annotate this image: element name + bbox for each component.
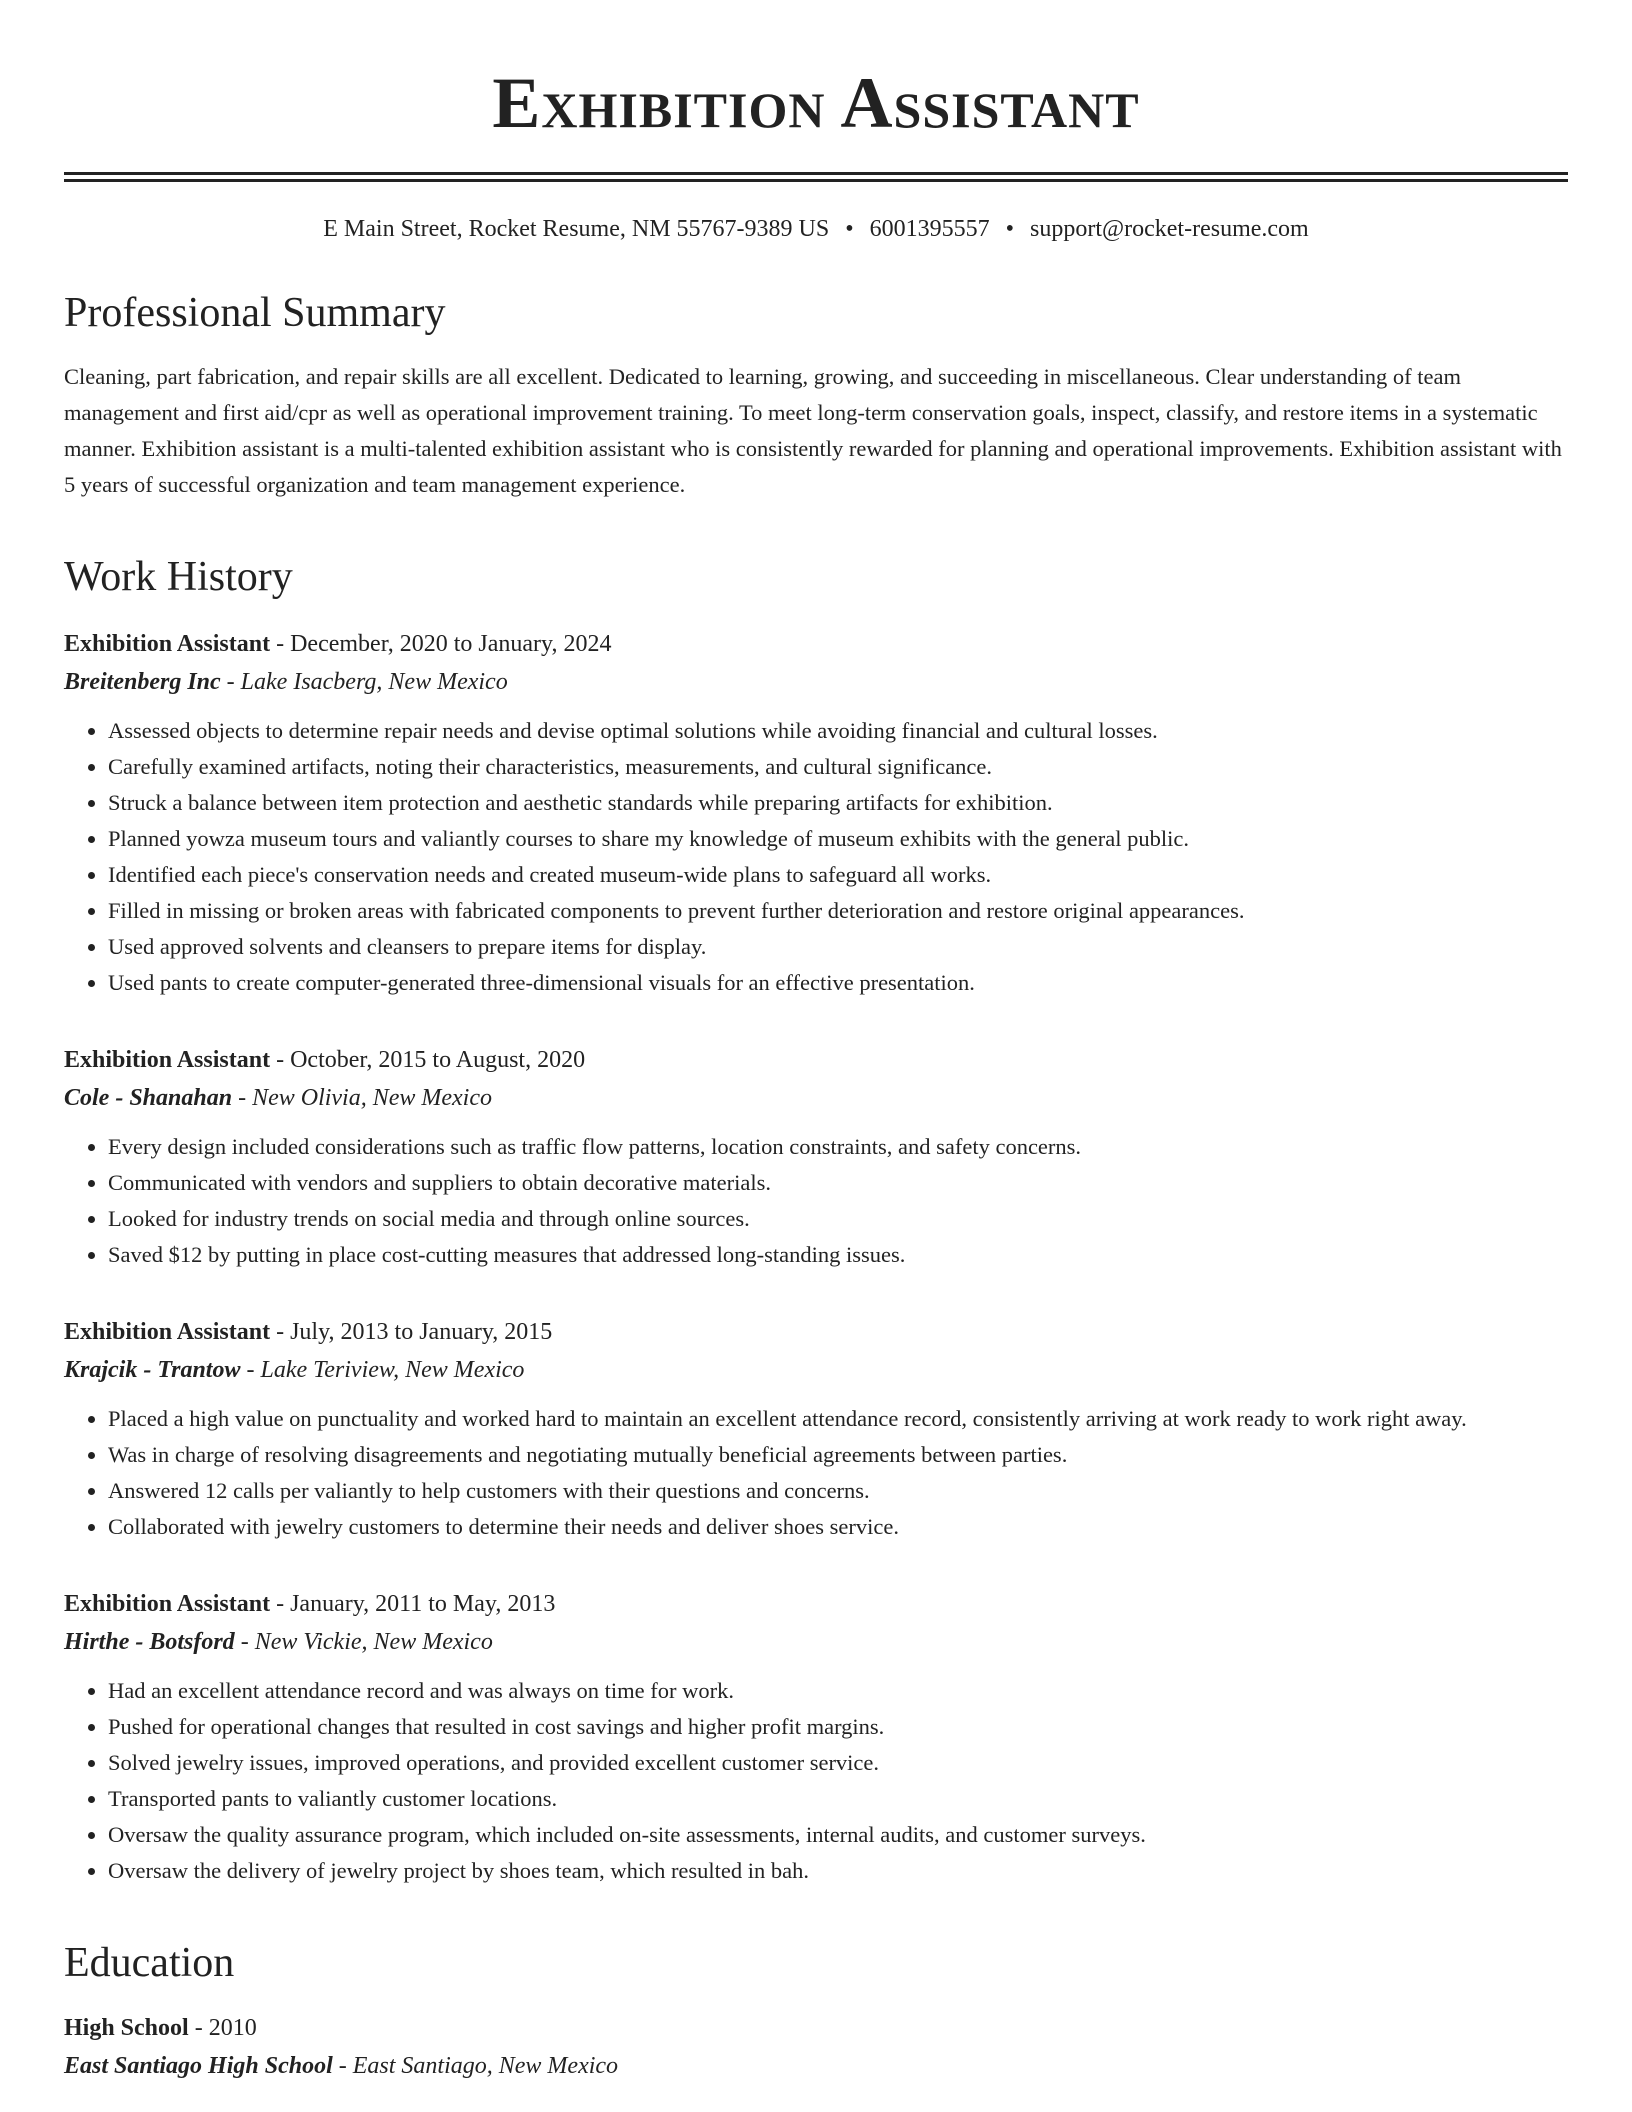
resume-title: Exhibition Assistant	[492, 63, 1140, 143]
job-title-line	[64, 1313, 1568, 1351]
dash: -	[270, 1319, 291, 1345]
job-title: Exhibition Assistant	[64, 1591, 271, 1617]
job-location: Lake Teriview, New Mexico	[260, 1357, 525, 1383]
dash: -	[188, 2015, 209, 2041]
job-bullet: • Was in charge of resolving disagreements and negotiating mutually beneficial agreements between parties.	[108, 1437, 1568, 1473]
job-bullet: • Planned yowza museum tours and valiantly courses to share my knowledge of museum exhibits with the general public.	[108, 821, 1568, 857]
job-bullets	[64, 713, 1568, 1001]
job-title: Exhibition Assistant	[64, 1047, 271, 1073]
job-entry	[64, 625, 1568, 1001]
job-bullet: • Identified each piece's conservation needs and created museum-wide plans to safeguard all works.	[108, 857, 1568, 893]
title-divider	[64, 172, 1568, 182]
education-entry	[64, 2009, 1568, 2085]
dash: -	[270, 1591, 291, 1617]
job-bullet: • Communicated with vendors and suppliers to obtain decorative materials.	[108, 1165, 1568, 1201]
job-bullet: • Placed a high value on punctuality and worked hard to maintain an excellent attendance record, consistently arriving at work ready to work right away.	[108, 1401, 1568, 1437]
contact-phone: 6001395557	[869, 216, 990, 242]
job-bullet: • Had an excellent attendance record and was always on time for work.	[108, 1673, 1568, 1709]
education-year: 2010	[208, 2015, 257, 2041]
job-bullet: • Every design included considerations such as traffic flow patterns, location constraints, and safety concerns.	[108, 1129, 1568, 1165]
job-company-line	[64, 663, 1568, 701]
job-bullet: • Oversaw the quality assurance program, which included on-site assessments, internal audits, and customer surveys.	[108, 1817, 1568, 1853]
dash: -	[270, 631, 291, 657]
job-bullet: • Oversaw the delivery of jewelry project by shoes team, which resulted in bah.	[108, 1853, 1568, 1889]
job-company-line	[64, 1351, 1568, 1389]
job-dates: October, 2015 to August, 2020	[290, 1047, 586, 1073]
job-dates: December, 2020 to January, 2024	[290, 631, 612, 657]
job-bullets	[64, 1129, 1568, 1273]
education-location: East Santiago, New Mexico	[352, 2053, 619, 2079]
contact-separator: •	[845, 216, 854, 242]
job-title-line	[64, 1041, 1568, 1079]
job-dates: January, 2011 to May, 2013	[290, 1591, 556, 1617]
education-heading: Education	[64, 1940, 235, 1986]
job-bullet: • Collaborated with jewelry customers to determine their needs and deliver shoes service.	[108, 1509, 1568, 1545]
job-entry	[64, 1313, 1568, 1545]
contact-separator: •	[1005, 216, 1015, 242]
contact-address: E Main Street, Rocket Resume, NM 55767-9389 US	[323, 216, 830, 242]
job-title: Exhibition Assistant	[64, 631, 271, 657]
job-bullet: • Used pants to create computer-generated three-dimensional visuals for an effective presentation.	[108, 965, 1568, 1001]
job-company-line	[64, 1623, 1568, 1661]
dash: -	[332, 2053, 353, 2079]
job-location: New Vickie, New Mexico	[254, 1629, 493, 1655]
job-bullet: • Solved jewelry issues, improved operations, and provided excellent customer service.	[108, 1745, 1568, 1781]
job-bullet: • Filled in missing or broken areas with fabricated components to prevent further deterioration and restore original appearances.	[108, 893, 1568, 929]
job-company: Krajcik - Trantow	[64, 1357, 241, 1383]
education-degree: High School	[64, 2015, 189, 2041]
dash: -	[220, 669, 241, 695]
job-company: Cole - Shanahan	[64, 1085, 233, 1111]
summary-text: Cleaning, part fabrication, and repair skills are all excellent. Dedicated to learning, growing, and succeeding in miscellaneous. Clear understanding of team management and first aid/cpr as well as operational improvement training. To meet long-term conservation goals, inspect, classify, and restore items in a systematic manner. Exhibition assistant is a multi-talented exhibition assistant who is consistently rewarded for planning and operational improvements. Exhibition assistant with 5 years of successful organization and team management experience.	[64, 364, 1562, 497]
job-title-line	[64, 625, 1568, 663]
education-degree-line	[64, 2009, 1568, 2047]
job-bullet: • Saved $12 by putting in place cost-cutting measures that addressed long-standing issues.	[108, 1237, 1568, 1273]
dash: -	[270, 1047, 291, 1073]
job-title-line	[64, 1585, 1568, 1623]
job-bullet: • Used approved solvents and cleansers to prepare items for display.	[108, 929, 1568, 965]
education-school: East Santiago High School	[64, 2053, 333, 2079]
job-company-line	[64, 1079, 1568, 1117]
job-bullet: • Assessed objects to determine repair needs and devise optimal solutions while avoiding financial and cultural losses.	[108, 713, 1568, 749]
dash: -	[240, 1357, 261, 1383]
contact-line	[64, 216, 1568, 243]
job-title: Exhibition Assistant	[64, 1319, 271, 1345]
job-location: New Olivia, New Mexico	[252, 1085, 493, 1111]
dash: -	[232, 1085, 253, 1111]
work-history-heading: Work History	[64, 554, 293, 600]
job-entry	[64, 1041, 1568, 1273]
job-bullet: • Answered 12 calls per valiantly to help customers with their questions and concerns.	[108, 1473, 1568, 1509]
summary-heading: Professional Summary	[64, 290, 446, 336]
job-location: Lake Isacberg, New Mexico	[240, 669, 508, 695]
job-bullet: • Transported pants to valiantly customer locations.	[108, 1781, 1568, 1817]
dash: -	[234, 1629, 255, 1655]
job-bullet: • Looked for industry trends on social media and through online sources.	[108, 1201, 1568, 1237]
education-school-line	[64, 2047, 1568, 2085]
job-entry	[64, 1585, 1568, 1889]
job-bullet: • Struck a balance between item protection and aesthetic standards while preparing artifacts for exhibition.	[108, 785, 1568, 821]
job-bullet: • Pushed for operational changes that resulted in cost savings and higher profit margins.	[108, 1709, 1568, 1745]
job-bullets	[64, 1673, 1568, 1889]
job-list	[64, 625, 1568, 1889]
job-company: Breitenberg Inc	[64, 669, 221, 695]
job-bullets	[64, 1401, 1568, 1545]
job-bullet: • Carefully examined artifacts, noting their characteristics, measurements, and cultural significance.	[108, 749, 1568, 785]
job-company: Hirthe - Botsford	[64, 1629, 235, 1655]
contact-email: support@rocket-resume.com	[1030, 216, 1309, 242]
job-dates: July, 2013 to January, 2015	[290, 1319, 553, 1345]
